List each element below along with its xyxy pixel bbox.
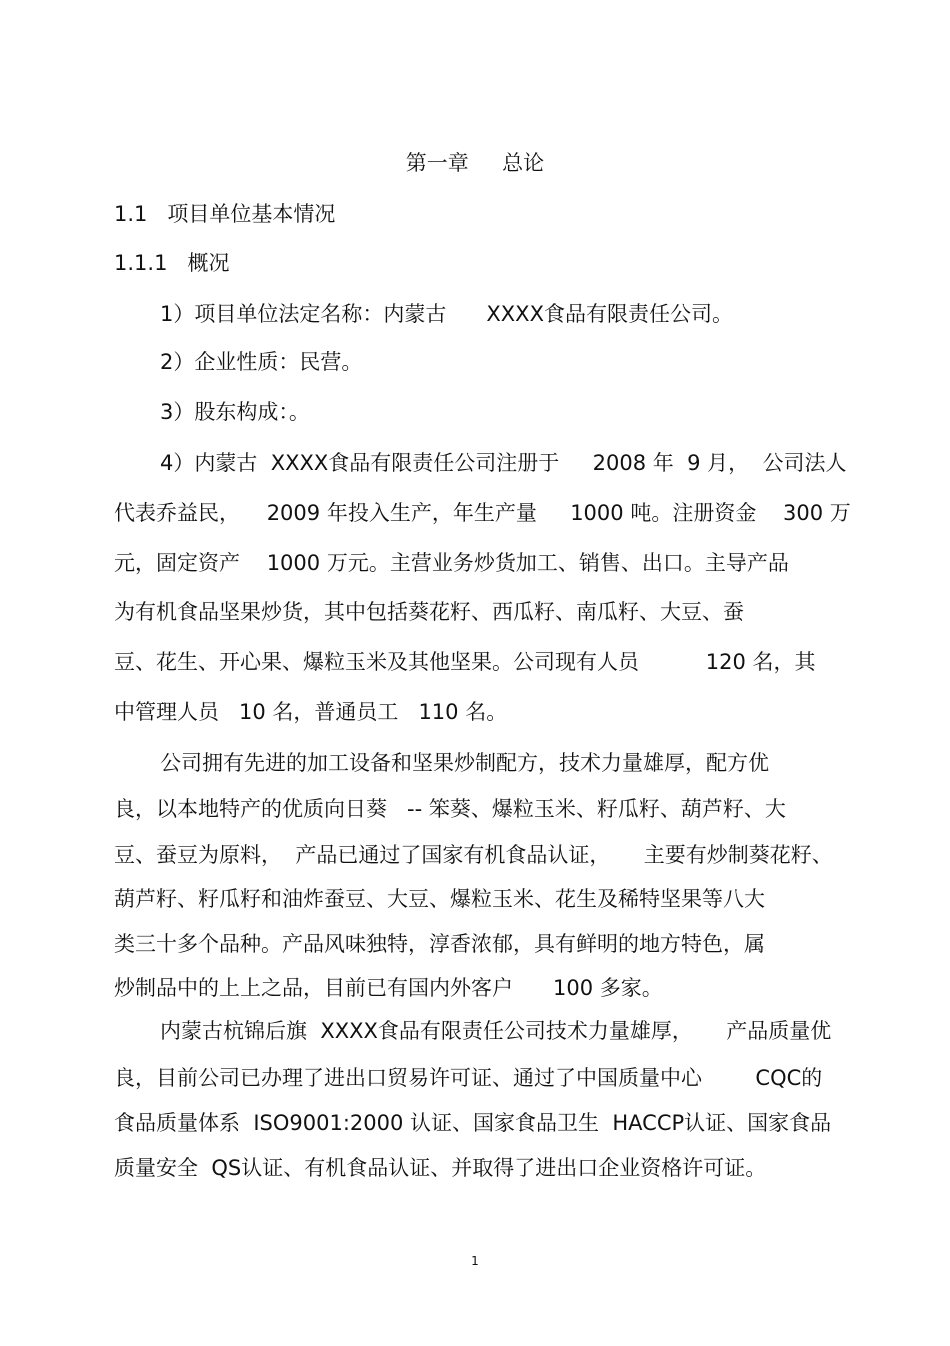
paragraph-line: 食品质量体系 ISO9001:2000 认证、国家食品卫生 HACCP认证、国家食品 (114, 1111, 832, 1135)
paragraph-line: 代表乔益民， 2009 年投入生产，年生产量 1000 吨。注册资金 300 万 (114, 501, 851, 525)
paragraph-line: 4）内蒙古 XXXX食品有限责任公司注册于 2008 年 9 月， 公司法人 (160, 451, 847, 475)
paragraph-line: 公司拥有先进的加工设备和坚果炒制配方，技术力量雄厚，配方优 (160, 751, 769, 775)
page-number: 1 (471, 1254, 479, 1268)
paragraph-line: 中管理人员 10 名，普通员工 110 名。 (114, 700, 508, 724)
paragraph-line: 豆、花生、开心果、爆粒玉米及其他坚果。公司现有人员 120 名，其 (114, 650, 816, 674)
paragraph-line: 良，目前公司已办理了进出口贸易许可证、通过了中国质量中心 CQC的 (114, 1066, 823, 1090)
paragraph-line: 类三十多个品种。产品风味独特，淳香浓郁，具有鲜明的地方特色，属 (114, 932, 765, 956)
paragraph-line: 1）项目单位法定名称：内蒙古 XXXX食品有限责任公司。 (160, 302, 733, 326)
chapter-title: 第一章 总论 (405, 151, 545, 175)
paragraph-line: 2）企业性质：民营。 (160, 350, 363, 374)
subsection-heading: 1.1.1 概况 (114, 251, 230, 275)
paragraph-line: 内蒙古杭锦后旗 XXXX食品有限责任公司技术力量雄厚， 产品质量优 (160, 1019, 832, 1043)
paragraph-line: 豆、蚕豆为原料， 产品已通过了国家有机食品认证， 主要有炒制葵花籽、 (114, 843, 833, 867)
paragraph-line: 葫芦籽、籽瓜籽和油炸蚕豆、大豆、爆粒玉米、花生及稀特坚果等八大 (114, 887, 765, 911)
paragraph-line: 3）股东构成：。 (160, 400, 310, 424)
section-heading: 1.1 项目单位基本情况 (114, 202, 336, 226)
paragraph-line: 良，以本地特产的优质向日葵 -- 笨葵、爆粒玉米、籽瓜籽、葫芦籽、大 (114, 797, 786, 821)
paragraph-line: 炒制品中的上上之品，目前已有国内外客户 100 多家。 (114, 976, 663, 1000)
paragraph-line: 元，固定资产 1000 万元。主营业务炒货加工、销售、出口。主导产品 (114, 551, 789, 575)
paragraph-line: 为有机食品坚果炒货，其中包括葵花籽、西瓜籽、南瓜籽、大豆、蚕 (114, 600, 744, 624)
paragraph-line: 质量安全 QS认证、有机食品认证、并取得了进出口企业资格许可证。 (114, 1156, 767, 1180)
